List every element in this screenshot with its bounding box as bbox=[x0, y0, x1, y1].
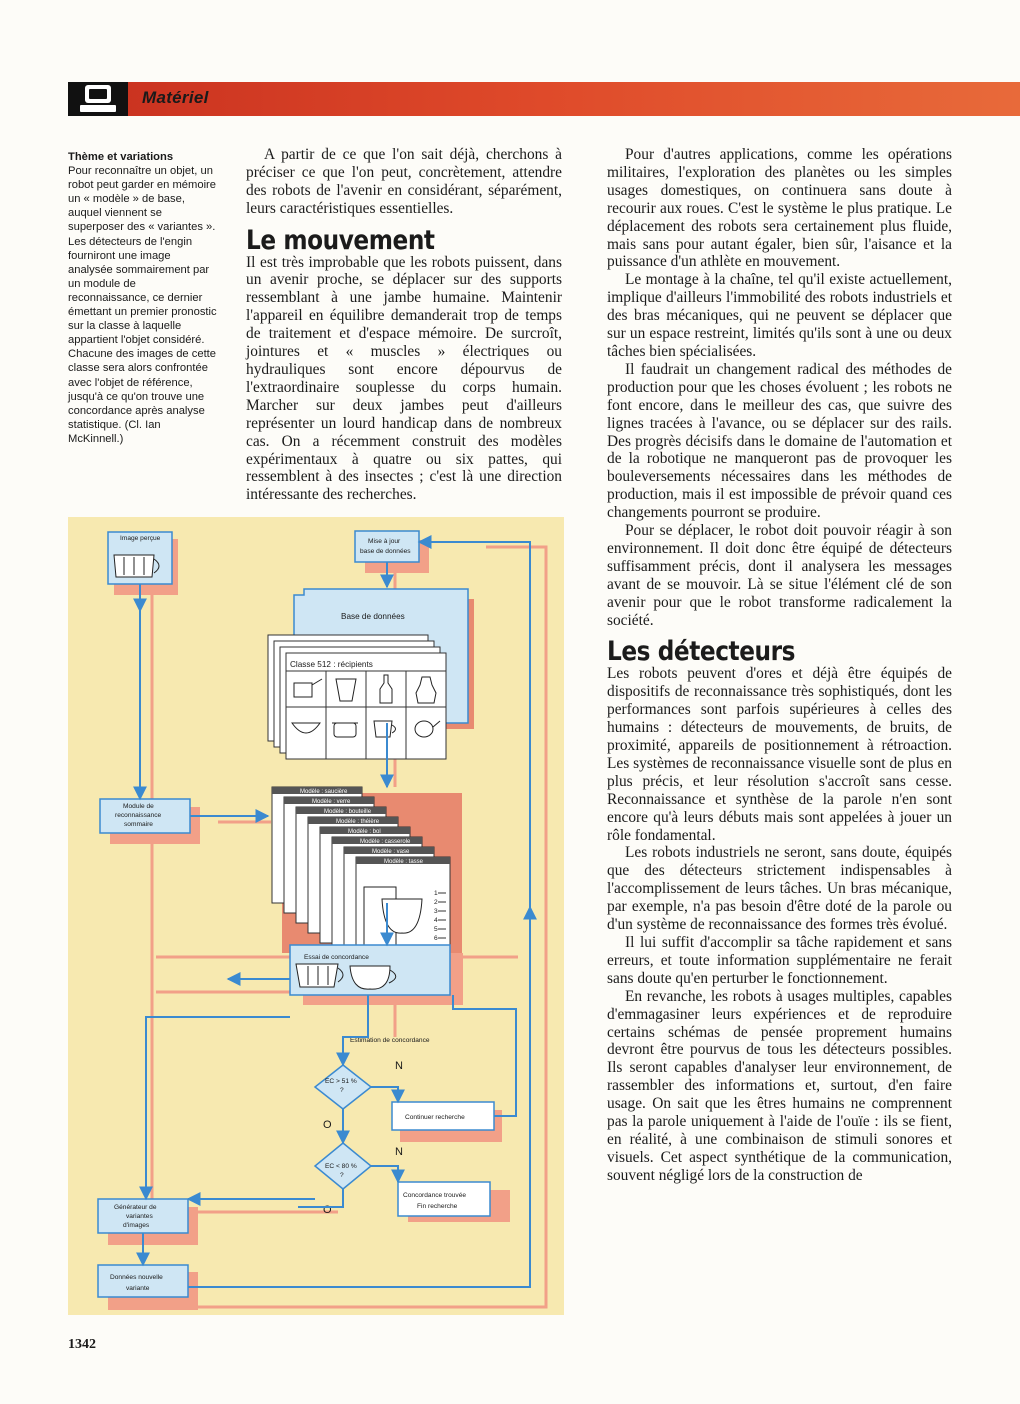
section-header-bar bbox=[68, 82, 1020, 116]
right-column bbox=[607, 146, 952, 1185]
svg-text:Essai de concordance: Essai de concordance bbox=[304, 954, 369, 961]
model-card-label: Modèle : verre bbox=[312, 799, 351, 805]
svg-text:Données nouvelle: Données nouvelle bbox=[110, 1274, 163, 1281]
caption-credit: (Cl. Ian McKinnell.) bbox=[68, 418, 161, 445]
heading-detecteurs: Les détecteurs bbox=[607, 636, 796, 668]
generateur-variantes-box bbox=[98, 1199, 188, 1233]
mise-a-jour-box bbox=[355, 531, 419, 562]
cup-sketch-icon bbox=[114, 555, 159, 577]
yes-label: O bbox=[323, 1119, 332, 1131]
class-label: Classe 512 : récipients bbox=[290, 660, 373, 669]
svg-text:Concordance trouvée: Concordance trouvée bbox=[403, 1192, 467, 1199]
middle-column bbox=[246, 146, 562, 504]
model-card-label: Modèle : saucière bbox=[300, 789, 348, 795]
figure-caption bbox=[68, 150, 218, 446]
module-reconnaissance-box bbox=[100, 799, 190, 833]
computer-terminal-icon bbox=[68, 82, 128, 116]
svg-text:?: ? bbox=[340, 1172, 344, 1179]
continuer-recherche-box bbox=[392, 1102, 494, 1130]
svg-text:Fin recherche: Fin recherche bbox=[417, 1203, 458, 1210]
intro-paragraph: A partir de ce que l'on sait déjà, cherchons à préciser ce que l'on peut, concrètement, attendre des robots de l'avenir en considérant, séparément, leurs caractéristiques essentielles. bbox=[246, 146, 562, 217]
list-number: 5 bbox=[434, 926, 438, 933]
svg-text:reconnaissance: reconnaissance bbox=[115, 812, 162, 819]
no-label: N bbox=[395, 1060, 403, 1072]
model-card-label: Modèle : bol bbox=[348, 829, 381, 835]
list-number: 1 bbox=[434, 890, 438, 897]
paragraph: Il lui suffit d'accomplir sa tâche rapidement et sans erreurs, et toute information supplémentaire ne ferait sans doute qu'en perturber le fonctionnement. bbox=[607, 933, 952, 987]
list-number: 6 bbox=[434, 935, 438, 942]
model-card-label: Modèle : tasse bbox=[384, 859, 424, 865]
list-number: 3 bbox=[434, 908, 438, 915]
page-number: 1342 bbox=[68, 1337, 96, 1352]
no-label: N bbox=[395, 1146, 403, 1158]
donnees-variante-box bbox=[98, 1265, 188, 1297]
paragraph: Il faudrait un changement radical des méthodes de production pour que les choses évoluent ; les robots ne font encore, dans le meilleur des cas, que suivre des lignes tracées à l'avance, ou se déplacer sur des rails. Des progrès décisifs dans le domaine de l'automation et de la robotique ne manqueront pas de provoquer les bouleversements nécessaires dans les méthodes de production, mais il est impossible de prévoir quand ces changements pourront se produire. bbox=[607, 360, 952, 522]
svg-text:Module de: Module de bbox=[123, 803, 154, 810]
paragraph: Le montage à la chaîne, tel qu'il existe actuellement, implique d'ailleurs l'immobilité des robots industriels et des bras mécaniques, qui ne peuvent se déplacer que sur un espace restreint, limités qu'ils sont à une ou deux tâches bien spécialisées. bbox=[607, 271, 952, 360]
list-number: 4 bbox=[434, 917, 438, 924]
paragraph: En revanche, les robots à usages multiples, capables d'emmagasiner leurs expériences et de reproduire certains schémas de pensée proprement humains devront être pourvus de tous les détecteurs possibles. Ils seront capables d'analyser leur environnement, de rassembler des informations et, surtout, d'en faire usage. On sait que les êtres humains ne comprennent pas la parole uniquement à l'aide de l'ouïe : ils se fient, en réalité, à une combinaison de stimuli sonores et visuels. Cet aspect synthétique de la communication, souvent négligé lors de la construction de bbox=[607, 987, 952, 1184]
svg-text:?: ? bbox=[340, 1087, 344, 1094]
essai-concordance-box bbox=[290, 945, 450, 995]
recognition-flowchart bbox=[68, 517, 564, 1315]
paragraph: Les robots peuvent d'ores et déjà être équipés de dispositifs de reconnaissance très sophistiqués, dont les performances sont parfois supérieures à celles des humains : détecteurs de mouvements, de bruits, de proximité, appareils de positionnement à rétroaction. Les systèmes de reconnaissance visuelle sont de plus en plus précis, et leur résolution s'accroît sans cesse. Reconnaissance et synthèse de la parole n'en sont encore qu'à leurs débuts mais sont appelées à jouer un rôle fondamental. bbox=[607, 665, 952, 844]
paragraph: Il est très improbable que les robots puissent, dans un avenir proche, se déplacer sur des supports ressemblant à une jambe humaine. Maintenir l'appareil en équilibre demanderait trop de temps de traitement et d'espace mémoire. De surcroît, jointures et « muscles » électriques ou hydrauliques sont encore dépourvus de l'extraordinaire souplesse du corps humain. Marcher sur deux jambes peut d'ailleurs représenter un lourd handicap dans de nombreux cas. On a récemment construit des modèles expérimentaux à quatre ou six pattes, qui ressemblent à des insectes ; c'est là une direction intéressante des recherches. bbox=[246, 253, 562, 504]
database-label: Base de données bbox=[341, 612, 405, 621]
section-title: Matériel bbox=[142, 88, 209, 107]
paragraph: Pour d'autres applications, comme les opérations militaires, l'exploration des planètes ou les simples usages domestiques, on continuera sans doute à recourir aux roues. C'est le système le plus pratique. Le déplacement des robots sera certainement plus fluide, mais sans pour autant égaler, bien sûr, l'aisance et la puissance d'un athlète en mouvement. bbox=[607, 146, 952, 271]
yes-label: O bbox=[323, 1204, 332, 1216]
image-percue-box bbox=[108, 532, 172, 584]
model-card-label: Modèle : théière bbox=[336, 819, 380, 825]
paragraph: Pour se déplacer, le robot doit pouvoir réagir à son environnement. Il doit donc être équipé de détecteurs suffisamment précis, dont il analysera les messages avant de se mouvoir. Là se situe l'élément clé de son avenir pour que le robot transforme radicalement la société. bbox=[607, 522, 952, 629]
concordance-trouvee-box bbox=[398, 1182, 490, 1216]
svg-text:EC > 51 %: EC > 51 % bbox=[325, 1078, 357, 1085]
paragraph: Les robots industriels ne seront, sans doute, équipés que des détecteurs strictement indispensables à l'accomplissement de leurs tâches. Un bras mécanique, par exemple, n'a pas besoin d'être doté de la parole ou d'un système de reconnaissance des formes très évolué. bbox=[607, 844, 952, 934]
model-card-label: Modèle : bouteille bbox=[324, 809, 372, 815]
svg-text:variantes: variantes bbox=[126, 1213, 153, 1220]
svg-text:Image perçue: Image perçue bbox=[120, 535, 161, 542]
svg-text:Continuer recherche: Continuer recherche bbox=[405, 1114, 465, 1121]
heading-mouvement: Le mouvement bbox=[246, 224, 435, 256]
svg-text:d'images: d'images bbox=[123, 1222, 150, 1229]
model-card-label: Modèle : casserole bbox=[360, 839, 411, 845]
estimation-label: Estimation de concordance bbox=[350, 1037, 430, 1044]
list-number: 2 bbox=[434, 899, 438, 906]
model-card-label: Modèle : vase bbox=[372, 849, 410, 855]
svg-text:EC < 80 %: EC < 80 % bbox=[325, 1163, 357, 1170]
svg-text:Mise à jour: Mise à jour bbox=[368, 538, 401, 545]
svg-text:variante: variante bbox=[126, 1285, 150, 1292]
database-panel bbox=[268, 589, 474, 759]
svg-text:sommaire: sommaire bbox=[124, 821, 153, 828]
svg-text:base de données: base de données bbox=[360, 548, 411, 555]
caption-title: Thème et variations bbox=[68, 151, 174, 163]
svg-text:Générateur de: Générateur de bbox=[114, 1204, 157, 1211]
caption-body: Pour reconnaître un objet, un robot peut garder en mémoire un « modèle » de base, auquel viennent se superposer des « variantes ». Les détecteurs de l'engin fourniront une image analysée sommairement par un module de reconnaissance, ce dernier émettant un premier pronostic sur la classe à laquelle appartient l'objet considéré. Chacune des images de cette classe sera alors confrontée avec l'objet de référence, jusqu'à ce qu'on trouve une concordance après analyse statistique. bbox=[68, 165, 217, 431]
